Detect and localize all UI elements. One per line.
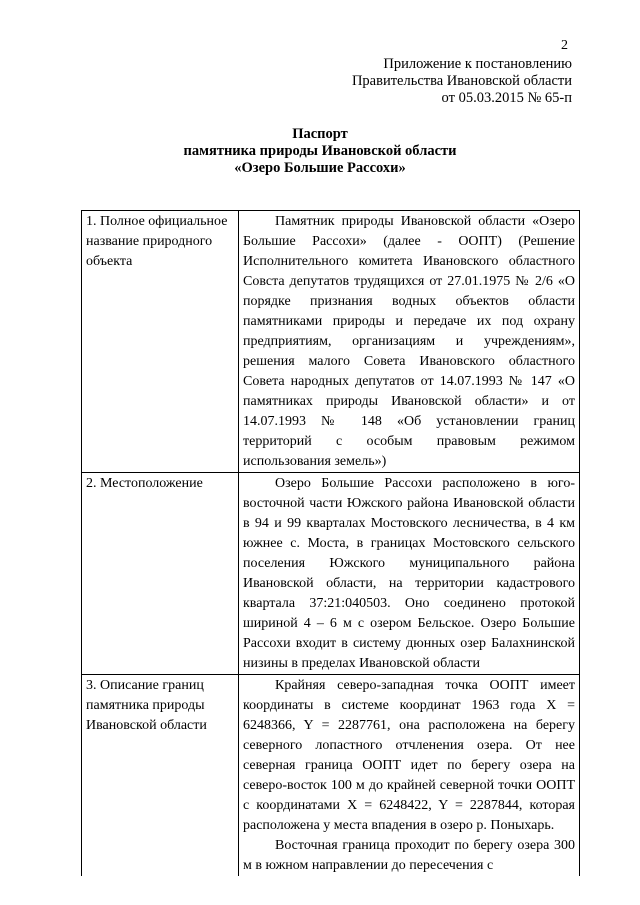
row-label: 1. Полное официальное название природного объекта (82, 211, 239, 473)
passport-table (81, 210, 580, 876)
row-label: 3. Описание границ памятника природы Ивановской области (82, 675, 239, 877)
table-row (82, 473, 580, 675)
table-row (82, 211, 580, 473)
appendix-line-3: от 05.03.2015 № 65-п (441, 90, 572, 106)
row-content (239, 473, 580, 675)
row-label: 2. Местоположение (82, 473, 239, 675)
table-row (82, 675, 580, 877)
title-line-3: «Озеро Большие Рассохи» (234, 160, 406, 176)
page-number: 2 (561, 38, 568, 53)
row-content (239, 675, 580, 877)
row-paragraph: Крайняя северо-западная точка ООПТ имеет координаты в системе координат 1963 года X = 6248366, Y = 2287761, она расположена на берегу северного лопастного отчленения озера. От нее северная граница ООПТ идет по берегу озера на северо-восток 100 м до крайней северной точки ООПТ с координатами X = 6248422, Y = 2287844, которая расположена у места впадения в озеро р. Поныхарь. (243, 678, 575, 833)
document-title (0, 126, 640, 177)
appendix-line-2: Правительства Ивановской области (351, 73, 572, 89)
title-line-1: Паспорт (292, 126, 348, 142)
row-paragraph: Озеро Большие Рассохи расположено в юго-восточной части Южского района Ивановской области в 94 и 99 кварталах Мостовского лесничества, в 4 км южнее с. Моста, в границах Мостовского сельского поселения Южского муниципального района Ивановской области, на территории кадастрового квартала 37:21:040503. Оно соединено протокой шириной 4 – 6 м с озером Бельское. Озеро Большие Рассохи входит в систему дюнных озер Балахнинской низины в пределах Ивановской области (243, 476, 575, 671)
title-line-2: памятника природы Ивановской области (183, 143, 457, 159)
row-paragraph: Восточная граница проходит по берегу озера 300 м в южном направлении до пересечения с (243, 838, 575, 873)
row-paragraph: Памятник природы Ивановской области «Озеро Большие Рассохи» (далее - ООПТ) (Решение Исполнительного комитета Ивановского областного Совста депутатов трудящихся от 27.01.1975 № 2/6 «О порядке признания водных объектов области памятниками природы и передаче их под охрану предприятиям, организациям и учреждениям», решения малого Совета Ивановского областного Совета народных депутатов от 14.07.1993 № 147 «О памятниках природы Ивановской области» и от 14.07.1993 № 148 «Об установлении границ территорий с особым правовым режимом использования земель») (243, 214, 575, 469)
row-content (239, 211, 580, 473)
appendix-header (352, 56, 572, 107)
appendix-line-1: Приложение к постановлению (383, 56, 572, 72)
